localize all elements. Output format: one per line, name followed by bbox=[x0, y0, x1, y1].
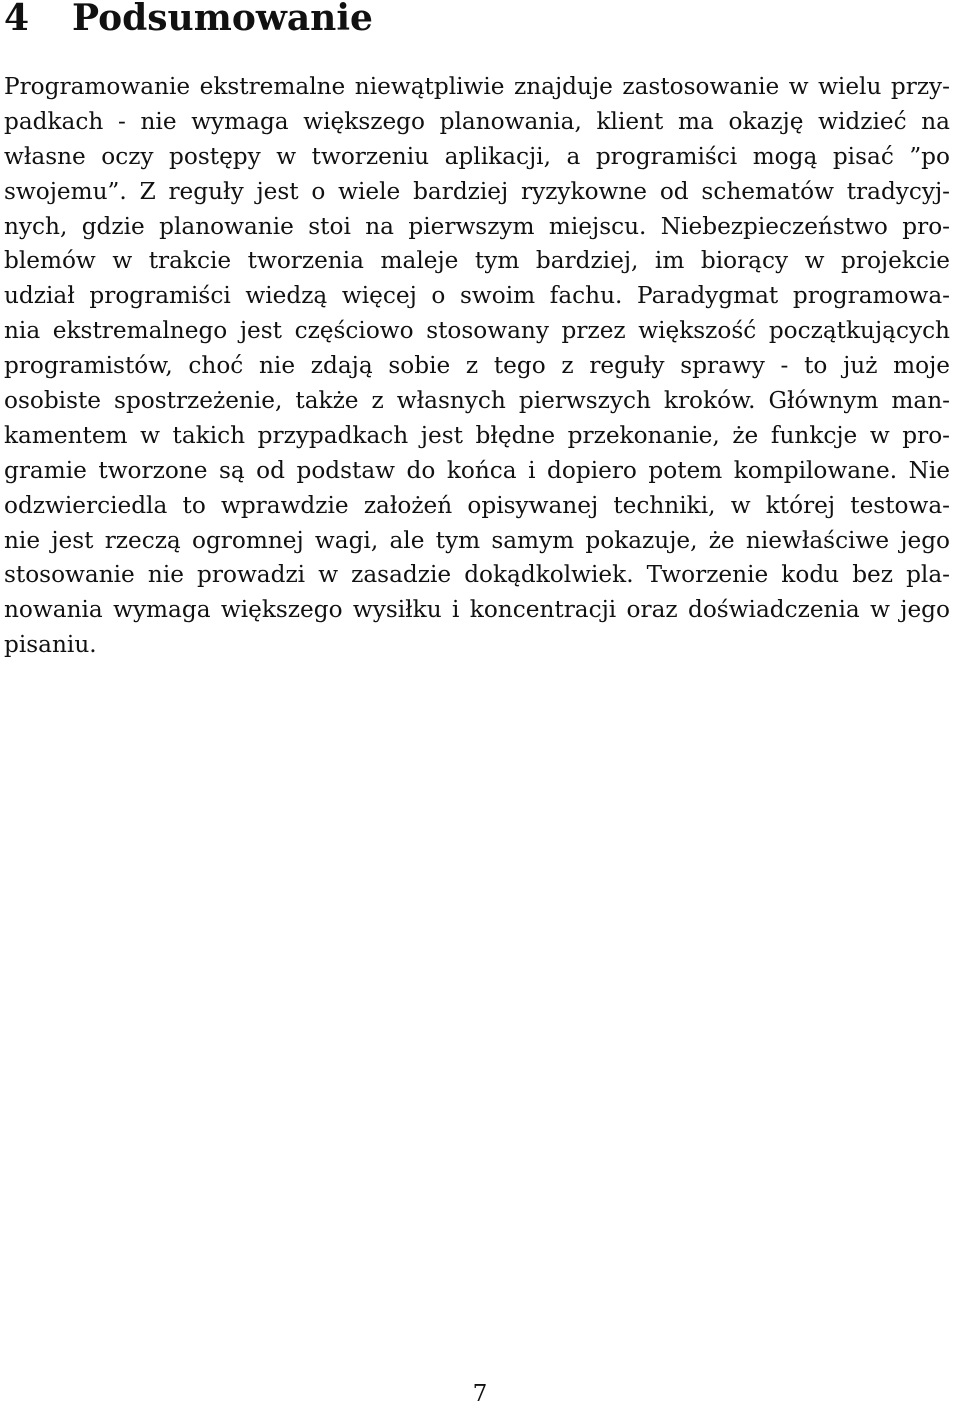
page-number: 7 bbox=[472, 1380, 488, 1407]
section-heading bbox=[4, 0, 373, 40]
section-title: Podsumowanie bbox=[72, 0, 373, 39]
paragraph-line: gramie tworzone są od podstaw do końca i dopiero potem kompilowane. Nie bbox=[4, 456, 950, 484]
paragraph-line: nie jest rzeczą ogromnej wagi, ale tym samym pokazuje, że niewłaściwe jego bbox=[4, 526, 950, 554]
paragraph-line: programistów, choć nie zdają sobie z tego z reguły sprawy - to już moje bbox=[4, 352, 950, 380]
paragraph-line: Programowanie ekstremalne niewątpliwie znajduje zastosowanie w wielu przy- bbox=[4, 73, 950, 100]
paragraph-line: stosowanie nie prowadzi w zasadzie dokądkolwiek. Tworzenie kodu bez pla- bbox=[4, 561, 950, 589]
paragraph-line: nowania wymaga większego wysiłku i koncentracji oraz doświadczenia w jego bbox=[4, 596, 950, 624]
paragraph-line: kamentem w takich przypadkach jest błędne przekonanie, że funkcje w pro- bbox=[4, 421, 950, 449]
paragraph-line: udział programiści wiedzą więcej o swoim fachu. Paradygmat programowa- bbox=[4, 282, 950, 310]
paragraph-line: pisaniu. bbox=[4, 631, 97, 659]
paragraph-line: padkach - nie wymaga większego planowania, klient ma okazję widzieć na bbox=[4, 107, 950, 135]
paragraph-line: odzwierciedla to wprawdzie założeń opisywanej techniki, w której testowa- bbox=[4, 491, 950, 519]
paragraph-line: osobiste spostrzeżenie, także z własnych pierwszych kroków. Głównym man- bbox=[4, 387, 950, 415]
paragraph-line: swojemu”. Z reguły jest o wiele bardziej ryzykowne od schematów tradycyj- bbox=[4, 177, 950, 205]
paragraph-line: nia ekstremalnego jest częściowo stosowany przez większość początkujących bbox=[4, 317, 950, 345]
paragraph-line: blemów w trakcie tworzenia maleje tym bardziej, im biorący w projekcie bbox=[4, 247, 950, 275]
section-number: 4 bbox=[4, 0, 30, 39]
summary-paragraph bbox=[4, 70, 950, 663]
paragraph-line: nych, gdzie planowanie stoi na pierwszym miejscu. Niebezpieczeństwo pro- bbox=[4, 212, 950, 240]
paragraph-line: własne oczy postępy w tworzeniu aplikacji, a programiści mogą pisać ”po bbox=[4, 142, 950, 170]
